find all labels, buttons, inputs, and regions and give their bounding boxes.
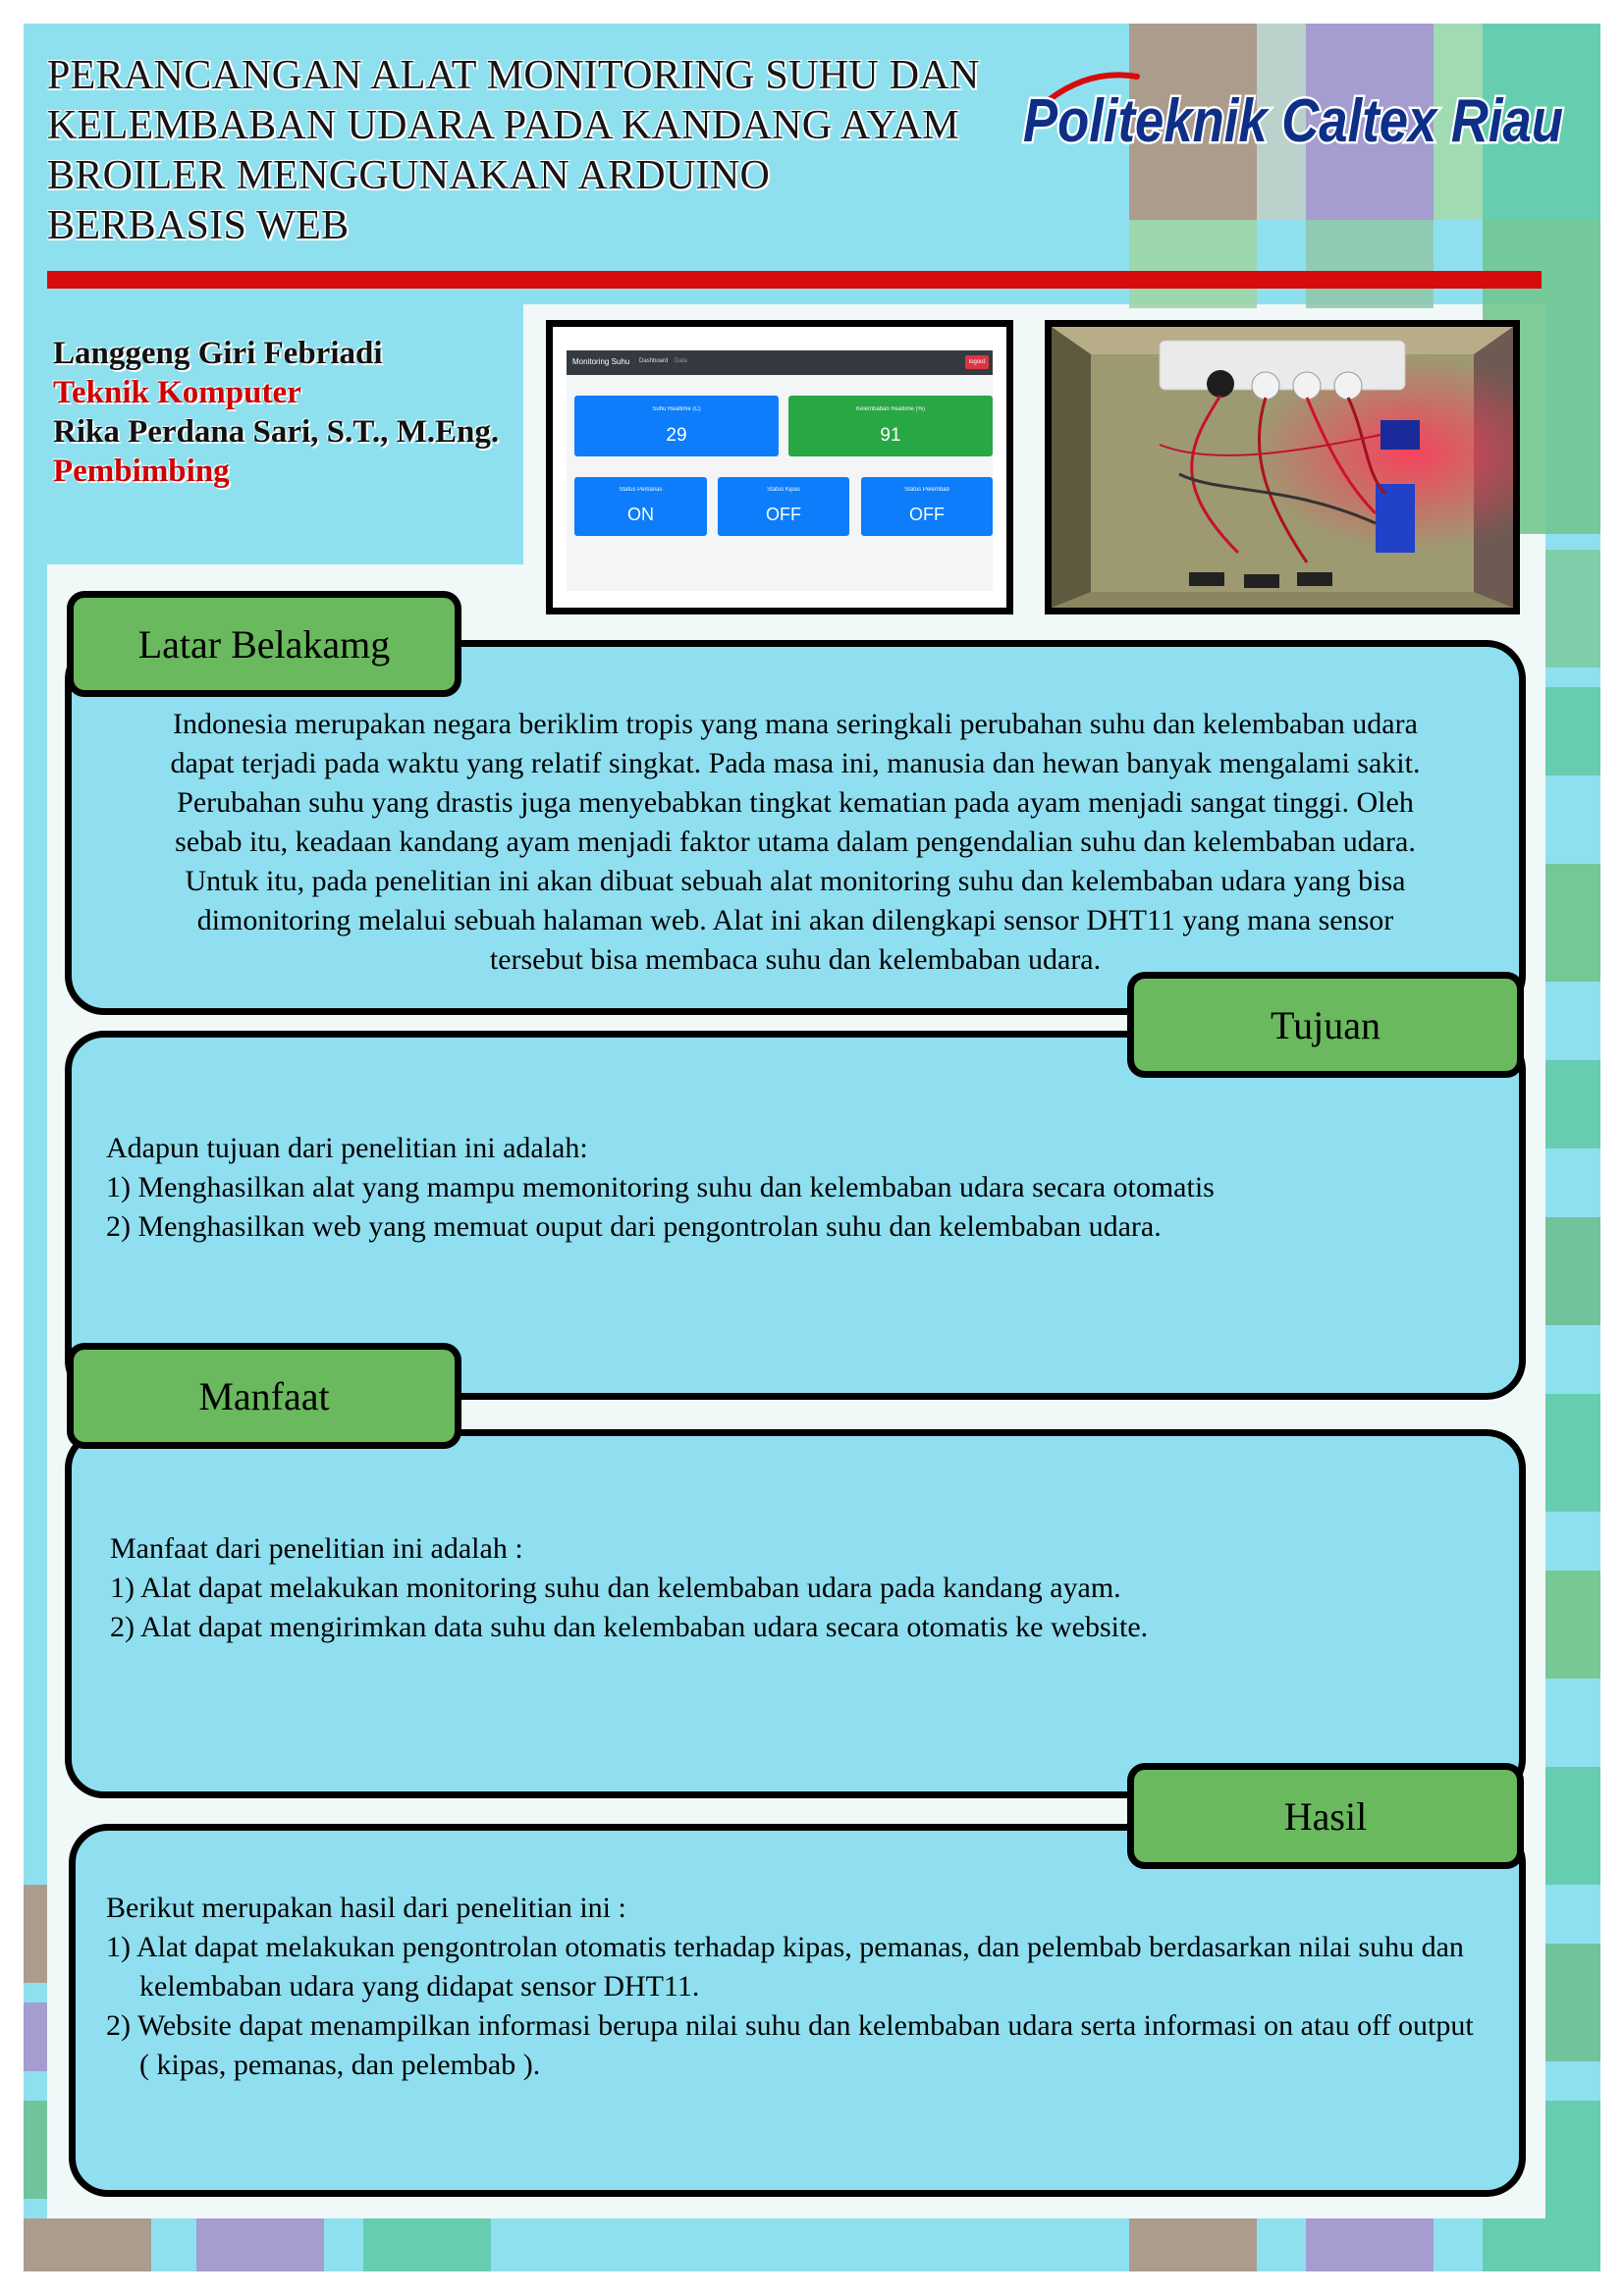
device-photo-illustration (1052, 327, 1513, 608)
text-line: tersebut bisa membaca suhu dan kelembaban udara. (489, 943, 1102, 976)
humidity-card (788, 396, 993, 456)
text-line: Untuk itu, pada penelitian ini akan dibuat sebuah alat monitoring suhu dan kelembaban udara yang bisa (185, 865, 1406, 897)
text-line: dimonitoring melalui sebuah halaman web. Alat ini akan dilengkapi sensor DHT11 yang mana sensor (196, 904, 1394, 936)
decor-tile (1545, 1394, 1600, 1512)
decor-tile (1129, 220, 1257, 308)
decor-tile (1545, 1944, 1600, 2061)
list-item: 1) Menghasilkan alat yang mampu memonitoring suhu dan kelembaban udara secara otomatis (106, 1171, 1215, 1203)
title-line: PERANCANGAN ALAT MONITORING SUHU DAN (47, 53, 980, 98)
advisor-role: Pembimbing (53, 454, 230, 489)
list-item: 1) Alat dapat melakukan monitoring suhu dan kelembaban udara pada kandang ayam. (110, 1572, 1121, 1604)
decor-tile (1545, 687, 1600, 775)
decor-tile (24, 2218, 151, 2271)
section-manfaat-text (110, 1529, 1485, 1647)
card-label: Status Pemanas (619, 487, 663, 493)
decor-tile (24, 2002, 47, 2071)
card-label: Kelembaban Realtime (%) (855, 406, 926, 412)
decor-tile (24, 2101, 47, 2199)
decor-tile (1129, 2218, 1257, 2271)
advisor-name: Rika Perdana Sari, S.T., M.Eng. (53, 414, 500, 450)
fan-status-card (718, 477, 849, 536)
section-intro: Manfaat dari penelitian ini adalah : (110, 1532, 523, 1565)
list-item: 2) Website dapat menampilkan informasi berupa nilai suhu dan kelembaban udara serta informasi on atau off output ( kipas, pemanas, dan pelembab ). (106, 2009, 1474, 2081)
author-block (53, 334, 524, 491)
decor-tile (1545, 1060, 1600, 1148)
section-tujuan-heading: Tujuan (1127, 972, 1524, 1078)
institution-logo (1021, 61, 1571, 169)
title-line: BROILER MENGGUNAKAN ARDUINO (47, 153, 771, 198)
author-program: Teknik Komputer (53, 375, 301, 410)
dashboard-navbar (567, 350, 993, 375)
decor-tile (1545, 1571, 1600, 1679)
decor-tile (1545, 550, 1600, 667)
logo-swoosh-icon (1021, 61, 1571, 169)
decor-tile (1545, 864, 1600, 982)
nav-data[interactable]: Data (675, 358, 687, 364)
temperature-card (574, 396, 779, 456)
heater-status-card (574, 477, 707, 536)
decor-tile (1545, 2101, 1600, 2218)
section-tujuan-text (106, 1129, 1481, 1247)
text-line: dapat terjadi pada waktu yang relatif singkat. Pada masa ini, manusia dan hewan banyak mengalami sakit. (170, 747, 1421, 779)
card-value: OFF (766, 505, 801, 524)
section-hasil-heading: Hasil (1127, 1763, 1524, 1869)
section-intro: Berikut merupakan hasil dari penelitian ini : (106, 1892, 626, 1924)
title-line: BERBASIS WEB (47, 203, 350, 248)
section-manfaat-heading: Manfaat (67, 1343, 461, 1449)
author-name: Langgeng Giri Febriadi (53, 336, 383, 371)
decor-tile (1545, 1217, 1600, 1325)
card-value: 91 (880, 425, 901, 446)
decor-tile (363, 2218, 491, 2271)
text-line: Perubahan suhu yang drastis juga menyebabkan tingkat kematian pada ayam menjadi sangat tinggi. Oleh (177, 786, 1414, 819)
device-photo (1045, 320, 1520, 614)
decor-tile (1483, 2218, 1600, 2271)
list-item: 2) Alat dapat mengirimkan data suhu dan kelembaban udara secara otomatis ke website. (110, 1611, 1149, 1643)
logo-text: Politeknik Caltex Riau (1023, 87, 1563, 155)
decor-tile (196, 2218, 324, 2271)
humidifier-status-card (861, 477, 993, 536)
section-latar-text (65, 705, 1526, 980)
dashboard-brand: Monitoring Suhu (572, 357, 630, 366)
list-item: 1) Alat dapat melakukan pengontrolan otomatis terhadap kipas, pemanas, dan pelembab berdasarkan nilai suhu dan kelembaban udara yang didapat sensor DHT11. (106, 1931, 1464, 2002)
dashboard-screenshot (546, 320, 1013, 614)
decor-tile (24, 1885, 47, 1983)
card-value: 29 (666, 425, 687, 446)
section-hasil-text (106, 1889, 1481, 2085)
card-label: Status Pelembab (904, 487, 949, 493)
list-item: 2) Menghasilkan web yang memuat ouput dari pengontrolan suhu dan kelembaban udara. (106, 1210, 1162, 1243)
logout-button[interactable]: logout (965, 355, 989, 369)
section-latar-heading: Latar Belakamg (67, 591, 461, 697)
poster-title (47, 51, 1029, 251)
text-line: Indonesia merupakan negara beriklim tropis yang mana seringkali perubahan suhu dan kelembaban udara (173, 708, 1418, 740)
card-label: Status Kipas (767, 487, 800, 493)
decor-tile (1306, 220, 1434, 308)
section-intro: Adapun tujuan dari penelitian ini adalah: (106, 1132, 588, 1164)
nav-dashboard[interactable]: Dashboard (639, 358, 669, 364)
decor-tile (1545, 1767, 1600, 1885)
decor-tile (1306, 2218, 1434, 2271)
header-divider (47, 271, 1542, 289)
card-value: OFF (909, 505, 945, 524)
title-line: KELEMBABAN UDARA PADA KANDANG AYAM (47, 103, 959, 148)
card-value: ON (627, 505, 654, 524)
card-label: Suhu Realtime (C) (652, 406, 701, 412)
text-line: sebab itu, keadaan kandang ayam menjadi faktor utama dalam pengendalian suhu dan kelembaban udara. (175, 826, 1416, 858)
